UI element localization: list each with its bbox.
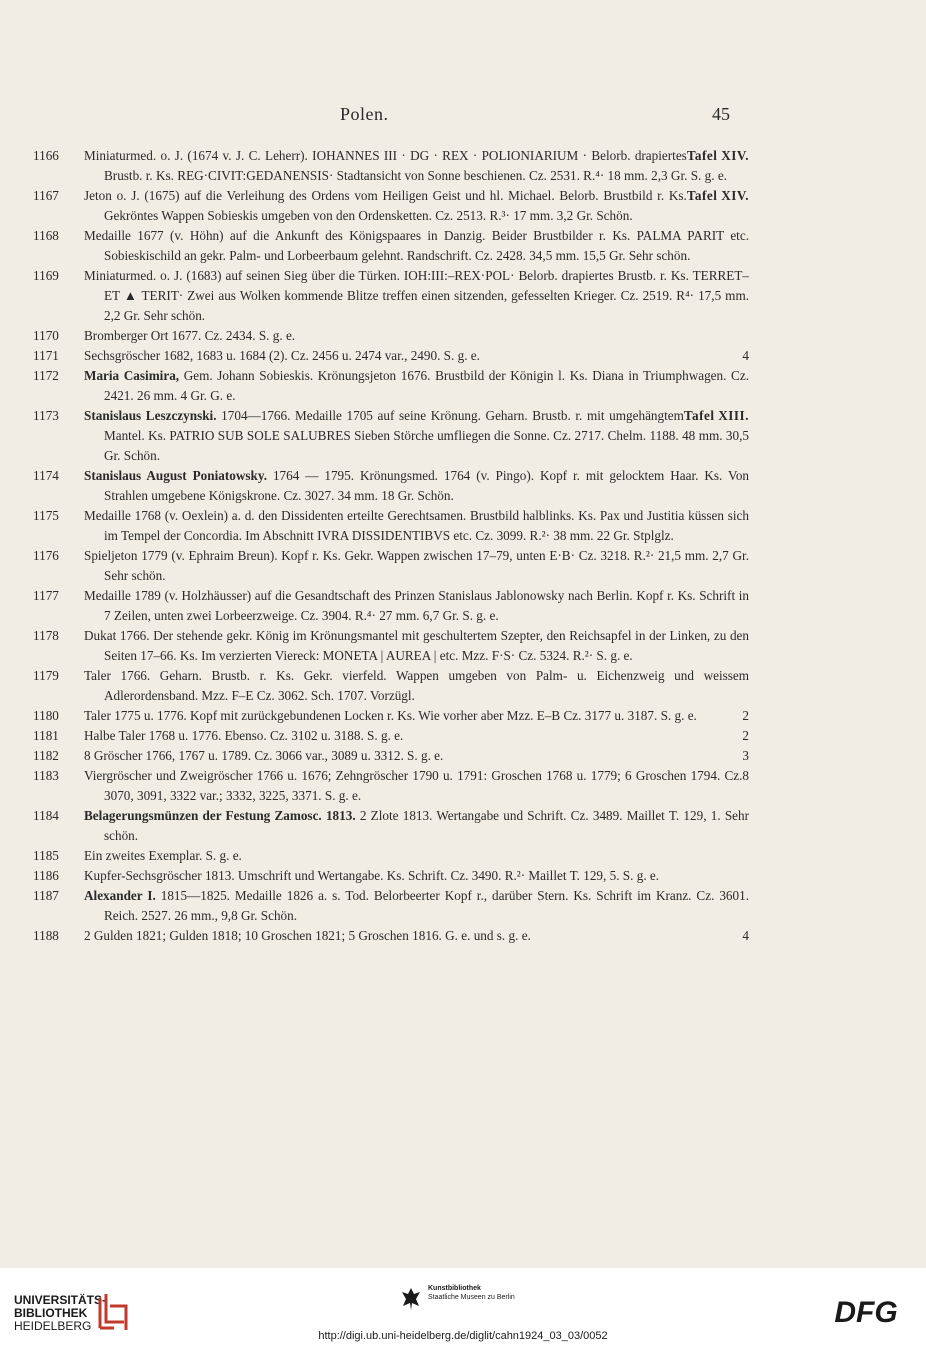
entry-number: 1177: [33, 588, 59, 603]
ub-logo-line: BIBLIOTHEK: [14, 1306, 88, 1320]
entry-text: [84, 466, 749, 506]
entry-text: [84, 666, 749, 706]
entry-heading: Stanislaus August Poniatowsky.: [84, 468, 267, 483]
catalog-entry: [0, 806, 926, 846]
catalog-entry: [0, 926, 926, 946]
catalog-entry: [0, 706, 926, 726]
entry-heading: Alexander I.: [84, 888, 156, 903]
entry-text: [84, 886, 749, 926]
entry-number: 1179: [33, 668, 59, 683]
entry-number: 1172: [33, 368, 59, 383]
catalog-entries: [0, 146, 926, 946]
ub-logo-line: HEIDELBERG: [14, 1319, 92, 1333]
entry-number: 1174: [33, 468, 59, 483]
catalog-entry: [0, 406, 926, 466]
catalog-entry: [0, 326, 926, 346]
entry-text: [84, 586, 749, 626]
catalog-entry: [0, 866, 926, 886]
catalog-entry: [0, 746, 926, 766]
entry-description: 8 Gröscher 1766, 1767 u. 1789. Cz. 3066 var., 3089 u. 3312. S. g. e.: [84, 748, 444, 763]
catalog-entry: [0, 466, 926, 506]
entry-number: 1175: [33, 508, 59, 523]
entry-description: Medaille 1677 (v. Höhn) auf die Ankunft des Königspaares in Danzig. Beider Brustbilder r. Ks. PALMA PARIT etc. Sobieskischild an gekr. Palm- und Lorbeerbaum gelehnt. Randschrift. Cz. 2428. 34,5 mm. 15,5 Gr. Sehr schön.: [84, 228, 749, 263]
entry-number: 1171: [33, 348, 59, 363]
plate-reference: Tafel XIV.: [686, 188, 749, 203]
entry-number: 1188: [33, 928, 59, 943]
entry-description: Sechsgröscher 1682, 1683 u. 1684 (2). Cz. 2456 u. 2474 var., 2490. S. g. e.: [84, 348, 480, 363]
entry-description: Viergröscher und Zweigröscher 1766 u. 1676; Zehngröscher 1790 u. 1791: Groschen 1768 u. 1779; 6 Groschen 1794. Cz. 3070, 3091, 3322 var.; 3332, 3225, 3371. S. g. e.: [84, 768, 743, 803]
entry-text: [84, 926, 749, 946]
entry-description: Ein zweites Exemplar. S. g. e.: [84, 848, 242, 863]
entry-description: 1704—1766. Medaille 1705 auf seine Krönung. Geharn. Brustb. r. mit umgehängtem Mantel. Ks. PATRIO SUB SOLE SALUBRES Sieben Störche umfliegen die Sonne. Cz. 2717. Chelm. 1188. 48 mm. 30,5 Gr. Schön.: [104, 408, 749, 463]
page-header: [0, 104, 926, 128]
entry-number: 1180: [33, 708, 59, 723]
permalink-url[interactable]: http://digi.ub.uni-heidelberg.de/diglit/cahn1924_03_03/0052: [318, 1330, 608, 1342]
entry-number: 1166: [33, 148, 59, 163]
entry-number: 1178: [33, 628, 59, 643]
catalog-entry: [0, 266, 926, 326]
entry-number: 1187: [33, 888, 59, 903]
lot-count: 2: [742, 728, 749, 743]
kb-logo-line: Staatliche Museen zu Berlin: [428, 1294, 515, 1301]
page-number: 45: [712, 104, 730, 124]
catalog-entry: [0, 726, 926, 746]
lot-count: 8: [742, 768, 749, 783]
entry-heading: Stanislaus Leszczynski.: [84, 408, 217, 423]
catalog-entry: [0, 586, 926, 626]
entry-text: [84, 546, 749, 586]
entry-number: 1181: [33, 728, 59, 743]
entry-description: Taler 1766. Geharn. Brustb. r. Ks. Gekr. vierfeld. Wappen umgeben von Palm- u. Eichenzweig und weissem Adlerordensband. Mzz. F–E Cz. 3062. Sch. 1707. Vorzügl.: [84, 668, 749, 703]
catalog-entry: [0, 346, 926, 366]
entry-description: Spieljeton 1779 (v. Ephraim Breun). Kopf r. Ks. Gekr. Wappen zwischen 17–79, unten E·B· Cz. 3218. R.²· 21,5 mm. 2,7 Gr. Sehr schön.: [84, 548, 749, 583]
lot-count: 4: [742, 928, 749, 943]
entry-description: Medaille 1789 (v. Holzhäusser) auf die Gesandtschaft des Prinzen Stanislaus Jablonowsky nach Berlin. Kopf r. Ks. Schrift in 7 Zeilen, unten zwei Lorbeerzweige. Cz. 3904. R.⁴· 27 mm. 6,7 Gr. S. g. e.: [84, 588, 749, 623]
kunstbibliothek-text: [428, 1284, 515, 1302]
entry-text: [84, 186, 749, 226]
entry-text: [84, 346, 749, 366]
catalog-entry: [0, 666, 926, 706]
entry-description: Miniaturmed. o. J. (1674 v. J. C. Leherr). IOHANNES III · DG · REX · POLIONIARIUM · Belorb. drapiertes Brustb. r. Ks. REG·CIVIT:GEDANENSIS· Stadtansicht von Sonne beschienen. Cz. 2531. R.⁴· 18 mm. 2,3 Gr. S. g. e.: [84, 148, 727, 183]
entry-description: 2 Zlote 1813. Wertangabe und Schrift. Cz. 3489. Maillet T. 129, 1. Sehr schön.: [104, 808, 750, 843]
entry-description: Taler 1775 u. 1776. Kopf mit zurückgebundenen Locken r. Ks. Wie vorher aber Mzz. E–B Cz. 3177 u. 3187. S. g. e.: [84, 708, 697, 723]
lot-count: 2: [742, 708, 749, 723]
entry-number: 1183: [33, 768, 59, 783]
entry-text: [84, 626, 749, 666]
entry-description: Bromberger Ort 1677. Cz. 2434. S. g. e.: [84, 328, 296, 343]
dfg-logo-icon[interactable]: [818, 1296, 914, 1326]
entry-text: [84, 706, 749, 726]
plate-reference: Tafel XIV.: [686, 148, 749, 163]
entry-description: Kupfer-Sechsgröscher 1813. Umschrift und Wertangabe. Ks. Schrift. Cz. 3490. R.²· Maillet T. 129, 5. S. g. e.: [84, 868, 660, 883]
entry-number: 1169: [33, 268, 59, 283]
entry-number: 1186: [33, 868, 59, 883]
entry-description: 1815—1825. Medaille 1826 a. s. Tod. Belorbeerter Kopf r., darüber Stern. Ks. Schrift im Kranz. Cz. 3601. Reich. 2527. 26 mm., 9,8 Gr. Schön.: [104, 888, 750, 923]
entry-number: 1168: [33, 228, 59, 243]
entry-text: [84, 766, 749, 806]
entry-text: [84, 846, 749, 866]
entry-description: Miniaturmed. o. J. (1683) auf seinen Sieg über die Türken. IOH:III:–REX·POL· Belorb. drapiertes Brustb. r. Ks. TERRET–ET ▲ TERIT· Zwei aus Wolken kommende Blitze treffen einen sitzenden, gefesselten Krieger. Cz. 2519. R⁴· 17,5 mm. 2,2 Gr. Sehr schön.: [84, 268, 749, 323]
catalog-entry: [0, 186, 926, 226]
catalog-entry: [0, 626, 926, 666]
entry-text: [84, 326, 749, 346]
catalog-entry: [0, 546, 926, 586]
ub-logo-line: UNIVERSITÄTS-: [14, 1293, 107, 1307]
entry-description: Medaille 1768 (v. Oexlein) a. d. den Dissidenten erteilte Gerechtsamen. Brustbild halblinks. Ks. Pax und Justitia küssen sich im Tempel der Concordia. Im Abschnitt IVRA DISSIDENTIBVS etc. Cz. 3099. R.²· 38 mm. 22 Gr. Stplglz.: [84, 508, 749, 543]
entry-text: [84, 726, 749, 746]
entry-number: 1176: [33, 548, 59, 563]
entry-text: [84, 506, 749, 546]
catalog-entry: [0, 766, 926, 806]
entry-description: Dukat 1766. Der stehende gekr. König im Krönungsmantel mit geschultertem Szepter, den Reichsapfel in der Linken, zu den Seiten 17–66. Ks. Im verzierten Viereck: MONETA | AUREA | etc. Mzz. F·S· Cz. 5324. R.²· S. g. e.: [84, 628, 749, 663]
catalog-entry: [0, 146, 926, 186]
plate-reference: Tafel XIII.: [683, 408, 749, 423]
entry-text: [84, 806, 749, 846]
entry-text: [84, 366, 749, 406]
entry-heading: Maria Casimira,: [84, 368, 180, 383]
entry-text: [84, 266, 749, 326]
ub-heidelberg-logo[interactable]: [14, 1294, 106, 1333]
kb-logo-line: Kunstbibliothek: [428, 1285, 481, 1292]
ub-heidelberg-mark-icon: [96, 1292, 130, 1332]
catalog-entry: [0, 506, 926, 546]
entry-number: 1170: [33, 328, 59, 343]
entry-description: Gem. Johann Sobieskis. Krönungsjeton 1676. Brustbild der Königin l. Ks. Diana in Triumphwagen. Cz. 2421. 26 mm. 4 Gr. G. e.: [104, 368, 750, 403]
entry-description: Jeton o. J. (1675) auf die Verleihung des Ordens vom Heiligen Geist und hl. Michael. Belorb. Brustbild r. Ks. Gekröntes Wappen Sobieskis umgeben von den Ordensketten. Cz. 2513. R.³· 17 mm. 3,2 Gr. Schön.: [84, 188, 687, 223]
entry-description: 2 Gulden 1821; Gulden 1818; 10 Groschen 1821; 5 Groschen 1816. G. e. und s. g. e.: [84, 928, 531, 943]
entry-number: 1184: [33, 808, 59, 823]
entry-description: Halbe Taler 1768 u. 1776. Ebenso. Cz. 3102 u. 3188. S. g. e.: [84, 728, 404, 743]
eagle-icon: [400, 1286, 422, 1312]
entry-number: 1167: [33, 188, 59, 203]
page-title: Polen.: [340, 104, 389, 124]
entry-description: 1764 — 1795. Krönungsmed. 1764 (v. Pingo). Kopf r. mit gelocktem Haar. Ks. Von Strahlen umgebene Königskrone. Cz. 3027. 34 mm. 18 Gr. Schön.: [104, 468, 750, 503]
entry-heading: Belagerungsmünzen der Festung Zamosc. 1813.: [84, 808, 356, 823]
catalog-entry: [0, 366, 926, 406]
entry-text: [84, 226, 749, 266]
dfg-logo-text: DFG: [834, 1296, 898, 1326]
catalog-entry: [0, 226, 926, 266]
catalog-entry: [0, 886, 926, 926]
entry-text: [84, 406, 749, 466]
footer: [0, 1268, 926, 1346]
entry-number: 1173: [33, 408, 59, 423]
entry-number: 1182: [33, 748, 59, 763]
entry-text: [84, 746, 749, 766]
entry-number: 1185: [33, 848, 59, 863]
entry-text: [84, 146, 749, 186]
entry-text: [84, 866, 749, 886]
lot-count: 4: [742, 348, 749, 363]
catalog-entry: [0, 846, 926, 866]
lot-count: 3: [742, 748, 749, 763]
